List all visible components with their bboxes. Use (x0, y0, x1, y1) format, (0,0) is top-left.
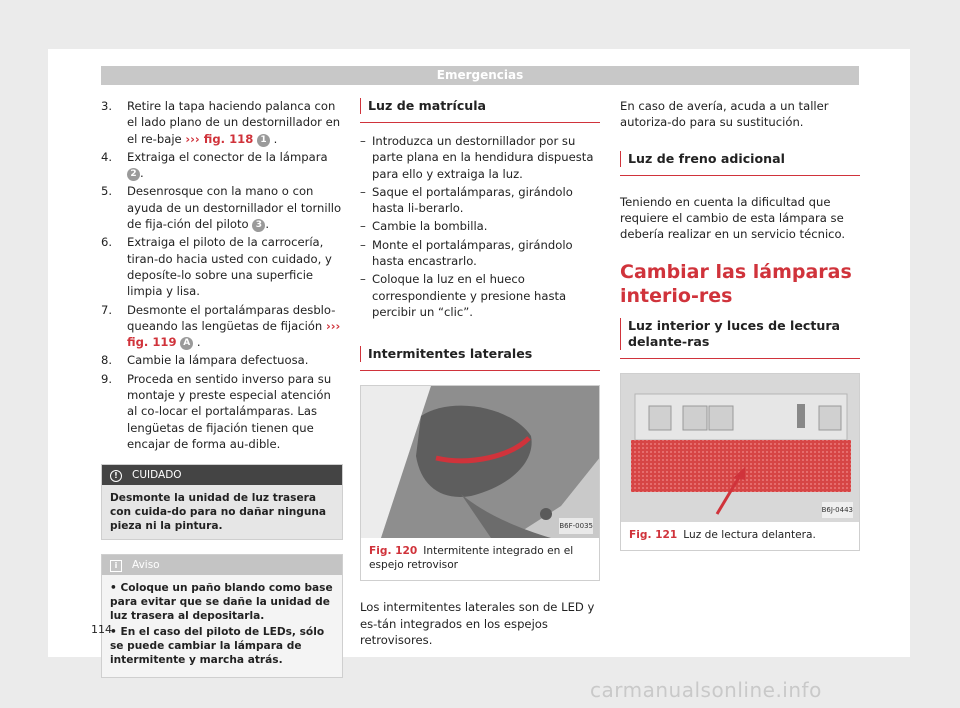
step-text: Desmonte el portalámparas desblo-queando las lengüetas de fijación (127, 302, 336, 333)
caution-text: Desmonte la unidad de luz trasera con cuida-do para no dañar ninguna pieza ni la pintura. (102, 485, 342, 539)
step-tail: . (269, 131, 278, 146)
callout-badge: 1 (257, 134, 270, 147)
paragraph: En caso de avería, acuda a un taller autoriza-do para su sustitución. (620, 99, 829, 130)
info-square-icon: i (110, 560, 122, 572)
list-item-text: Introduzca un destornillador por su parte plana en la hendidura dispuesta para ello y extraiga la luz. (372, 134, 594, 181)
section-header: Emergencias (101, 66, 859, 85)
dash-list (360, 133, 600, 320)
list-item (101, 183, 343, 232)
caution-label: CUIDADO (132, 469, 182, 482)
step-text: Cambie la lámpara defectuosa. (127, 353, 309, 368)
caption-text: Luz de lectura delantera. (683, 529, 816, 542)
step-tail: . (265, 217, 270, 232)
list-item-text: Monte el portalámparas, girándolo hasta encastrarlo. (372, 237, 573, 269)
list-item (101, 352, 343, 368)
figure-link[interactable]: ››› fig. 119 (127, 318, 341, 350)
note-body (102, 575, 342, 677)
figure-121 (620, 373, 860, 551)
figure-caption (361, 538, 599, 580)
note-header (102, 555, 342, 575)
column-left (101, 98, 343, 678)
step-number: 3. (101, 99, 113, 113)
callout-badge: 2 (127, 168, 140, 181)
step-tail: . (193, 335, 201, 350)
caution-box (101, 464, 343, 540)
list-item: • En el caso del piloto de LEDs, sólo se puede cambiar la lámpara de intermitente y marcha atrás. (110, 626, 325, 667)
list-item: • Coloque un paño blando como base para evitar que se dañe la unidad de luz trasera al depositarla. (110, 582, 333, 623)
steps-list (101, 98, 343, 452)
figure-link[interactable]: ››› fig. 118 (185, 131, 254, 146)
step-number: 5. (101, 184, 113, 199)
column-middle (360, 98, 600, 648)
list-item-text: Cambie la bombilla. (372, 219, 488, 234)
list-item (101, 302, 343, 351)
step-text: Retire la tapa haciendo palanca con el lado plano de un destornillador en el re-baje (127, 99, 341, 146)
figure-code: B6J-0443 (822, 502, 853, 518)
step-number: 7. (101, 302, 113, 317)
list-item-text: Coloque la luz en el hueco correspondiente y presione hasta percibir un “clic”. (372, 272, 567, 319)
step-text: Extraiga el piloto de la carrocería, tiran-do hacia usted con cuidado, y deposíte-lo sobre una superficie limpia y lisa. (127, 235, 332, 299)
step-text: Extraiga el conector de la lámpara (127, 149, 328, 164)
figure-number: Fig. 121 (629, 529, 678, 542)
column-right (620, 98, 860, 551)
step-text: Proceda en sentido inverso para su montaje y preste especial atención al co-locar el portalámparas. Las lengüetas de fijación tienen que encajar de forma au-dible. (127, 371, 332, 451)
list-item-text: Saque el portalámparas, girándolo hasta li-berarlo. (372, 184, 573, 216)
list-item (101, 98, 343, 147)
list-item: – Coloque la luz en el hueco correspondiente y presione hasta percibir un “clic”. (360, 272, 567, 319)
section-heading: Luz de freno adicional (620, 151, 860, 176)
step-number: 8. (101, 353, 113, 368)
list-item (101, 149, 343, 182)
list-item: – Saque el portalámparas, girándolo hasta li-berarlo. (360, 184, 573, 216)
watermark: carmanualsonline.info (590, 678, 822, 702)
figure-number: Fig. 120 (369, 545, 418, 558)
step-text: Desenrosque con la mano o con ayuda de un destornillador el tornillo de fija-ción del piloto (127, 184, 342, 232)
reading-light-illustration (621, 374, 859, 522)
step-tail: . (140, 166, 144, 181)
list-item: – Monte el portalámparas, girándolo hasta encastrarlo. (360, 237, 573, 269)
mirror-illustration (361, 386, 599, 538)
step-number: 9. (101, 371, 113, 386)
callout-badge: A (180, 337, 193, 350)
list-item: – Introduzca un destornillador por su parte plana en la hendidura dispuesta para ello y extraiga la luz. (360, 134, 594, 181)
figure-caption (621, 522, 859, 550)
note-label: Aviso (132, 559, 160, 572)
section-heading: Luz de matrícula (360, 98, 600, 123)
paragraph: Teniendo en cuenta la dificultad que requiere el cambio de esta lámpara se debería realizar en un servicio técnico. (620, 194, 846, 242)
section-heading: Intermitentes laterales (360, 346, 600, 371)
list-item (101, 234, 343, 299)
figure-120 (360, 385, 600, 581)
exclamation-circle-icon: ! (110, 470, 122, 482)
figure-code: B6F-0035 (559, 518, 593, 534)
page-number: 114 (91, 623, 112, 636)
callout-badge: 3 (252, 219, 265, 232)
list-item (101, 371, 343, 452)
step-number: 6. (101, 235, 113, 250)
chapter-title: Cambiar las lámparas interio-res (620, 261, 852, 308)
step-number: 4. (101, 149, 113, 164)
caption-text: Intermitente integrado en el espejo retrovisor (369, 545, 574, 572)
section-heading: Luz interior y luces de lectura delante-ras (620, 318, 860, 359)
paragraph: Los intermitentes laterales son de LED y es-tán integrados en los espejos retrovisores. (360, 600, 595, 647)
caution-header (102, 465, 342, 485)
note-box (101, 554, 343, 678)
list-item: – Cambie la bombilla. (360, 219, 488, 234)
